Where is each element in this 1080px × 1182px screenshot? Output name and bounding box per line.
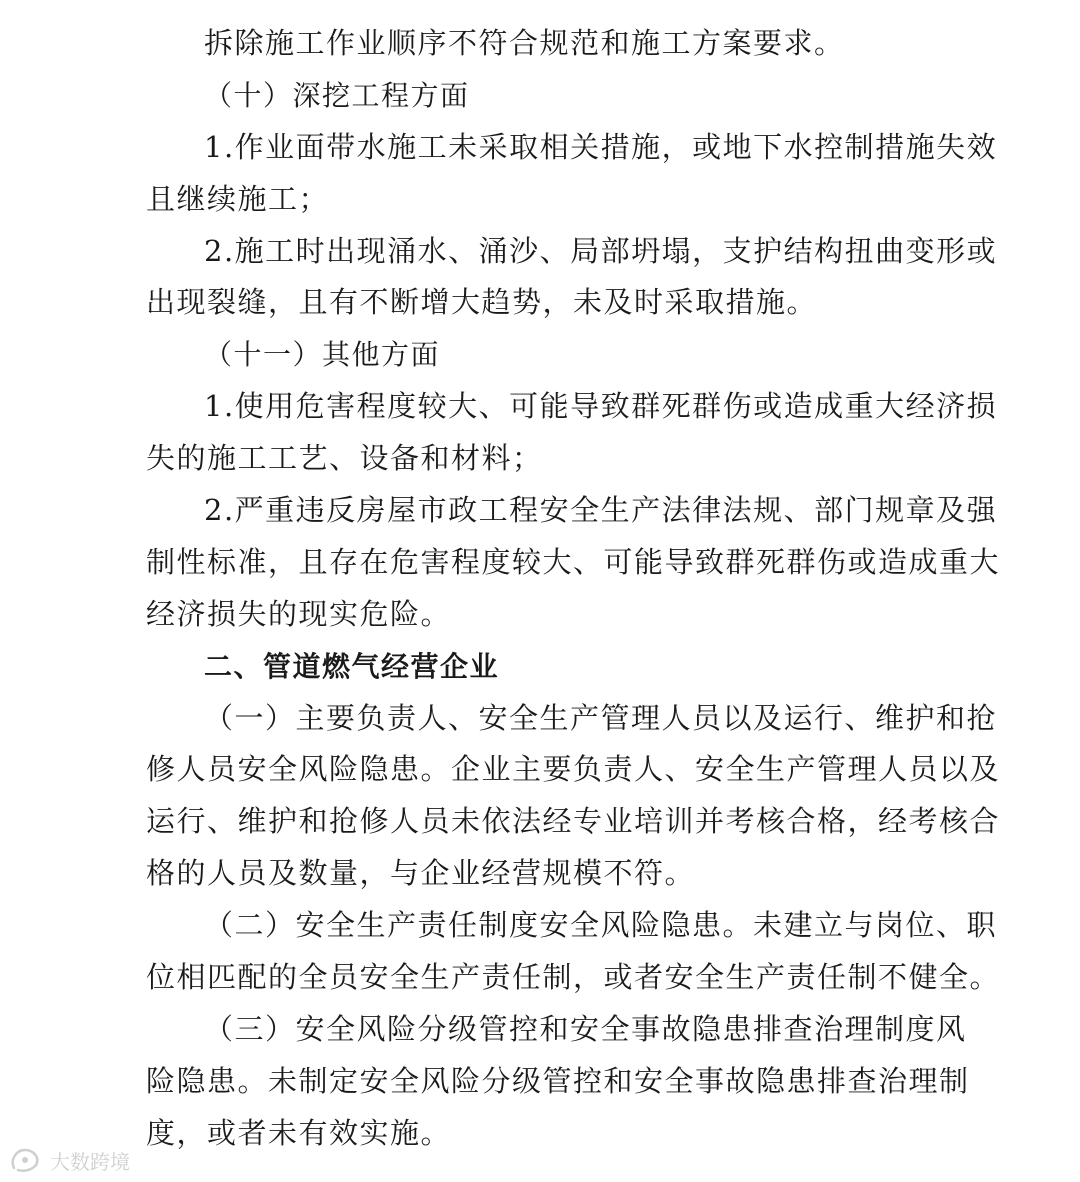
text-line: （一）主要负责人、安全生产管理人员以及运行、维护和抢 (204, 700, 998, 735)
text-line: 位相匹配的全员安全生产责任制，或者安全生产责任制不健全。 (146, 960, 1001, 995)
watermark-text: 大数跨境 (50, 1149, 130, 1174)
text-line: 制性标准，且存在危害程度较大、可能导致群死群伤或造成重大 (146, 544, 1001, 579)
text-line: 且继续施工； (146, 181, 330, 216)
section-heading: （十）深挖工程方面 (204, 78, 470, 112)
text-line: 格的人员及数量，与企业经营规模不符。 (146, 856, 696, 891)
text-line: 失的施工工艺、设备和材料； (146, 441, 543, 476)
text-line: （三）安全风险分级管控和安全事故隐患排查治理制度风 (204, 1011, 967, 1046)
text-line: 度，或者未有效实施。 (146, 1115, 452, 1150)
text-line: （二）安全生产责任制度安全风险隐患。未建立与岗位、职 (204, 908, 998, 943)
watermark (8, 1144, 130, 1176)
text-line: 运行、维护和抢修人员未依法经专业培训并考核合格，经考核合 (146, 804, 1001, 839)
document-body (146, 18, 1001, 1160)
text-line: 2.严重违反房屋市政工程安全生产法律法规、部门规章及强 (204, 493, 998, 528)
text-line: 拆除施工作业顺序不符合规范和施工方案要求。 (204, 26, 845, 60)
section-heading: （十一）其他方面 (204, 338, 441, 372)
text-line: 险隐患。未制定安全风险分级管控和安全事故隐患排查治理制 (146, 1063, 970, 1098)
brand-logo-icon (8, 1146, 44, 1174)
chapter-heading: 二、管道燃气经营企业 (204, 649, 500, 683)
text-line: 出现裂缝，且有不断增大趋势，未及时采取措施。 (146, 285, 818, 320)
text-line: 2.施工时出现涌水、涌沙、局部坍塌，支护结构扭曲变形或 (204, 233, 998, 268)
text-line: 经济损失的现实危险。 (146, 596, 452, 631)
text-line: 1.作业面带水施工未采取相关措施，或地下水控制措施失效 (204, 129, 998, 164)
text-line: 1.使用危害程度较大、可能导致群死群伤或造成重大经济损 (204, 389, 998, 424)
text-line: 修人员安全风险隐患。企业主要负责人、安全生产管理人员以及 (146, 752, 1001, 787)
